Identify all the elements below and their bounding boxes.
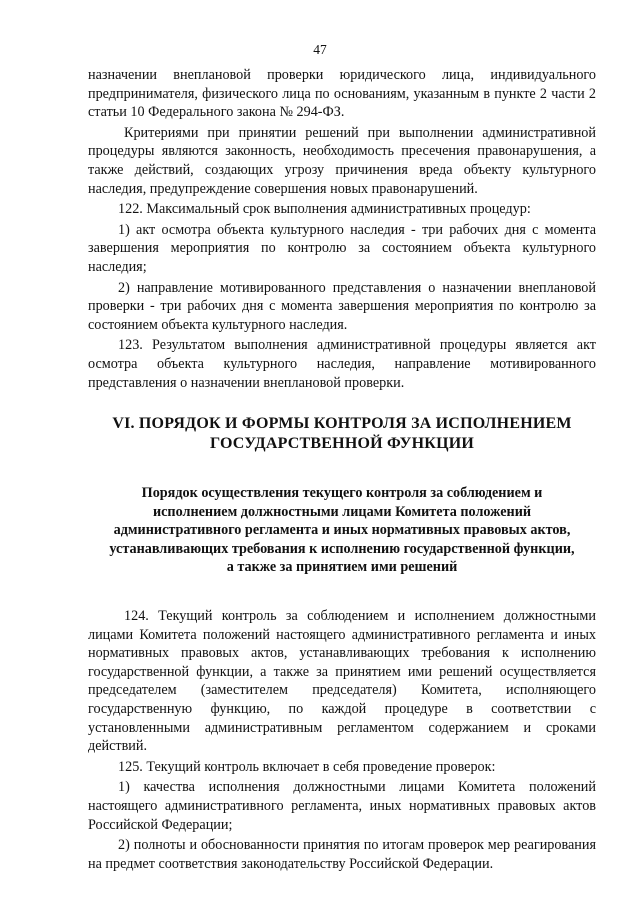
paragraph-122: 122. Максимальный срок выполнения административных процедур: bbox=[118, 201, 531, 218]
paragraph-criteria: Критериями при принятии решений при выполнении административной процедуры являются законность, необходимость пресечения правонарушения, а также действий, создающих угрозу причинения вреда объекту культурного наследия, предупреждение совершения новых правонарушений. bbox=[88, 124, 596, 197]
spacer bbox=[88, 577, 596, 607]
paragraph-125: 125. Текущий контроль включает в себя проведение проверок: bbox=[118, 758, 496, 775]
section-title-line-2: ГОСУДАРСТВЕННОЙ ФУНКЦИИ bbox=[209, 435, 475, 453]
section-title bbox=[88, 414, 596, 454]
subsection-title-line-4: устанавливающих требования к исполнению государственной функции, bbox=[109, 540, 575, 557]
paragraph-125-item-2: 2) полноты и обоснованности принятия по итогам проверок мер реагирования на предмет соответствия законодательству Российской Федерации. bbox=[88, 837, 596, 872]
paragraph-122-item-1: 1) акт осмотра объекта культурного наследия - три рабочих дня с момента завершения мероприятия по контролю за состоянием объекта культурного наследия; bbox=[88, 221, 596, 275]
paragraph-continuation: назначении внеплановой проверки юридического лица, индивидуального предпринимателя, физического лица по основаниям, указанным в пункте 2 части 2 статьи 10 Федерального закона № 294-ФЗ. bbox=[88, 67, 596, 121]
subsection-title-line-5: а также за принятием ими решений bbox=[226, 559, 458, 576]
subsection-title bbox=[88, 484, 596, 577]
subsection-title-line-3: административного регламента и иных нормативных правовых актов, bbox=[113, 522, 571, 539]
paragraph-125-item-1: 1) качества исполнения должностными лицами Комитета положений настоящего административного регламента, иных нормативных правовых актов Российской Федерации; bbox=[88, 779, 596, 833]
paragraph-124: 124. Текущий контроль за соблюдением и исполнением должностными лицами Комитета положений настоящего административного регламента и иных нормативных правовых актов, устанавливающих требования к исполнению государственной функции, а также за принятием ими решений осуществляется председателем (заместителем председателя) Комитета, исполняющего государственную функцию, по каждой процедуре в соответствии с установленными административным регламентом содержанием и сроками действий. bbox=[88, 608, 596, 755]
section-title-line-1: VI. ПОРЯДОК И ФОРМЫ КОНТРОЛЯ ЗА ИСПОЛНЕНИЕМ bbox=[112, 415, 572, 433]
paragraph-122-item-2: 2) направление мотивированного представления о назначении внеплановой проверки - три рабочих дня с момента завершения мероприятия по контролю за состоянием объекта культурного наследия. bbox=[88, 279, 596, 333]
page-number: 47 bbox=[313, 42, 327, 57]
subsection-title-line-1: Порядок осуществления текущего контроля за соблюдением и bbox=[141, 485, 543, 502]
subsection-title-line-2: исполнением должностными лицами Комитета положений bbox=[152, 503, 532, 520]
paragraph-123: 123. Результатом выполнения административной процедуры является акт осмотра объекта культурного наследия, направление мотивированного представления о назначении внеплановой проверки. bbox=[88, 337, 596, 391]
document-body bbox=[88, 66, 596, 875]
